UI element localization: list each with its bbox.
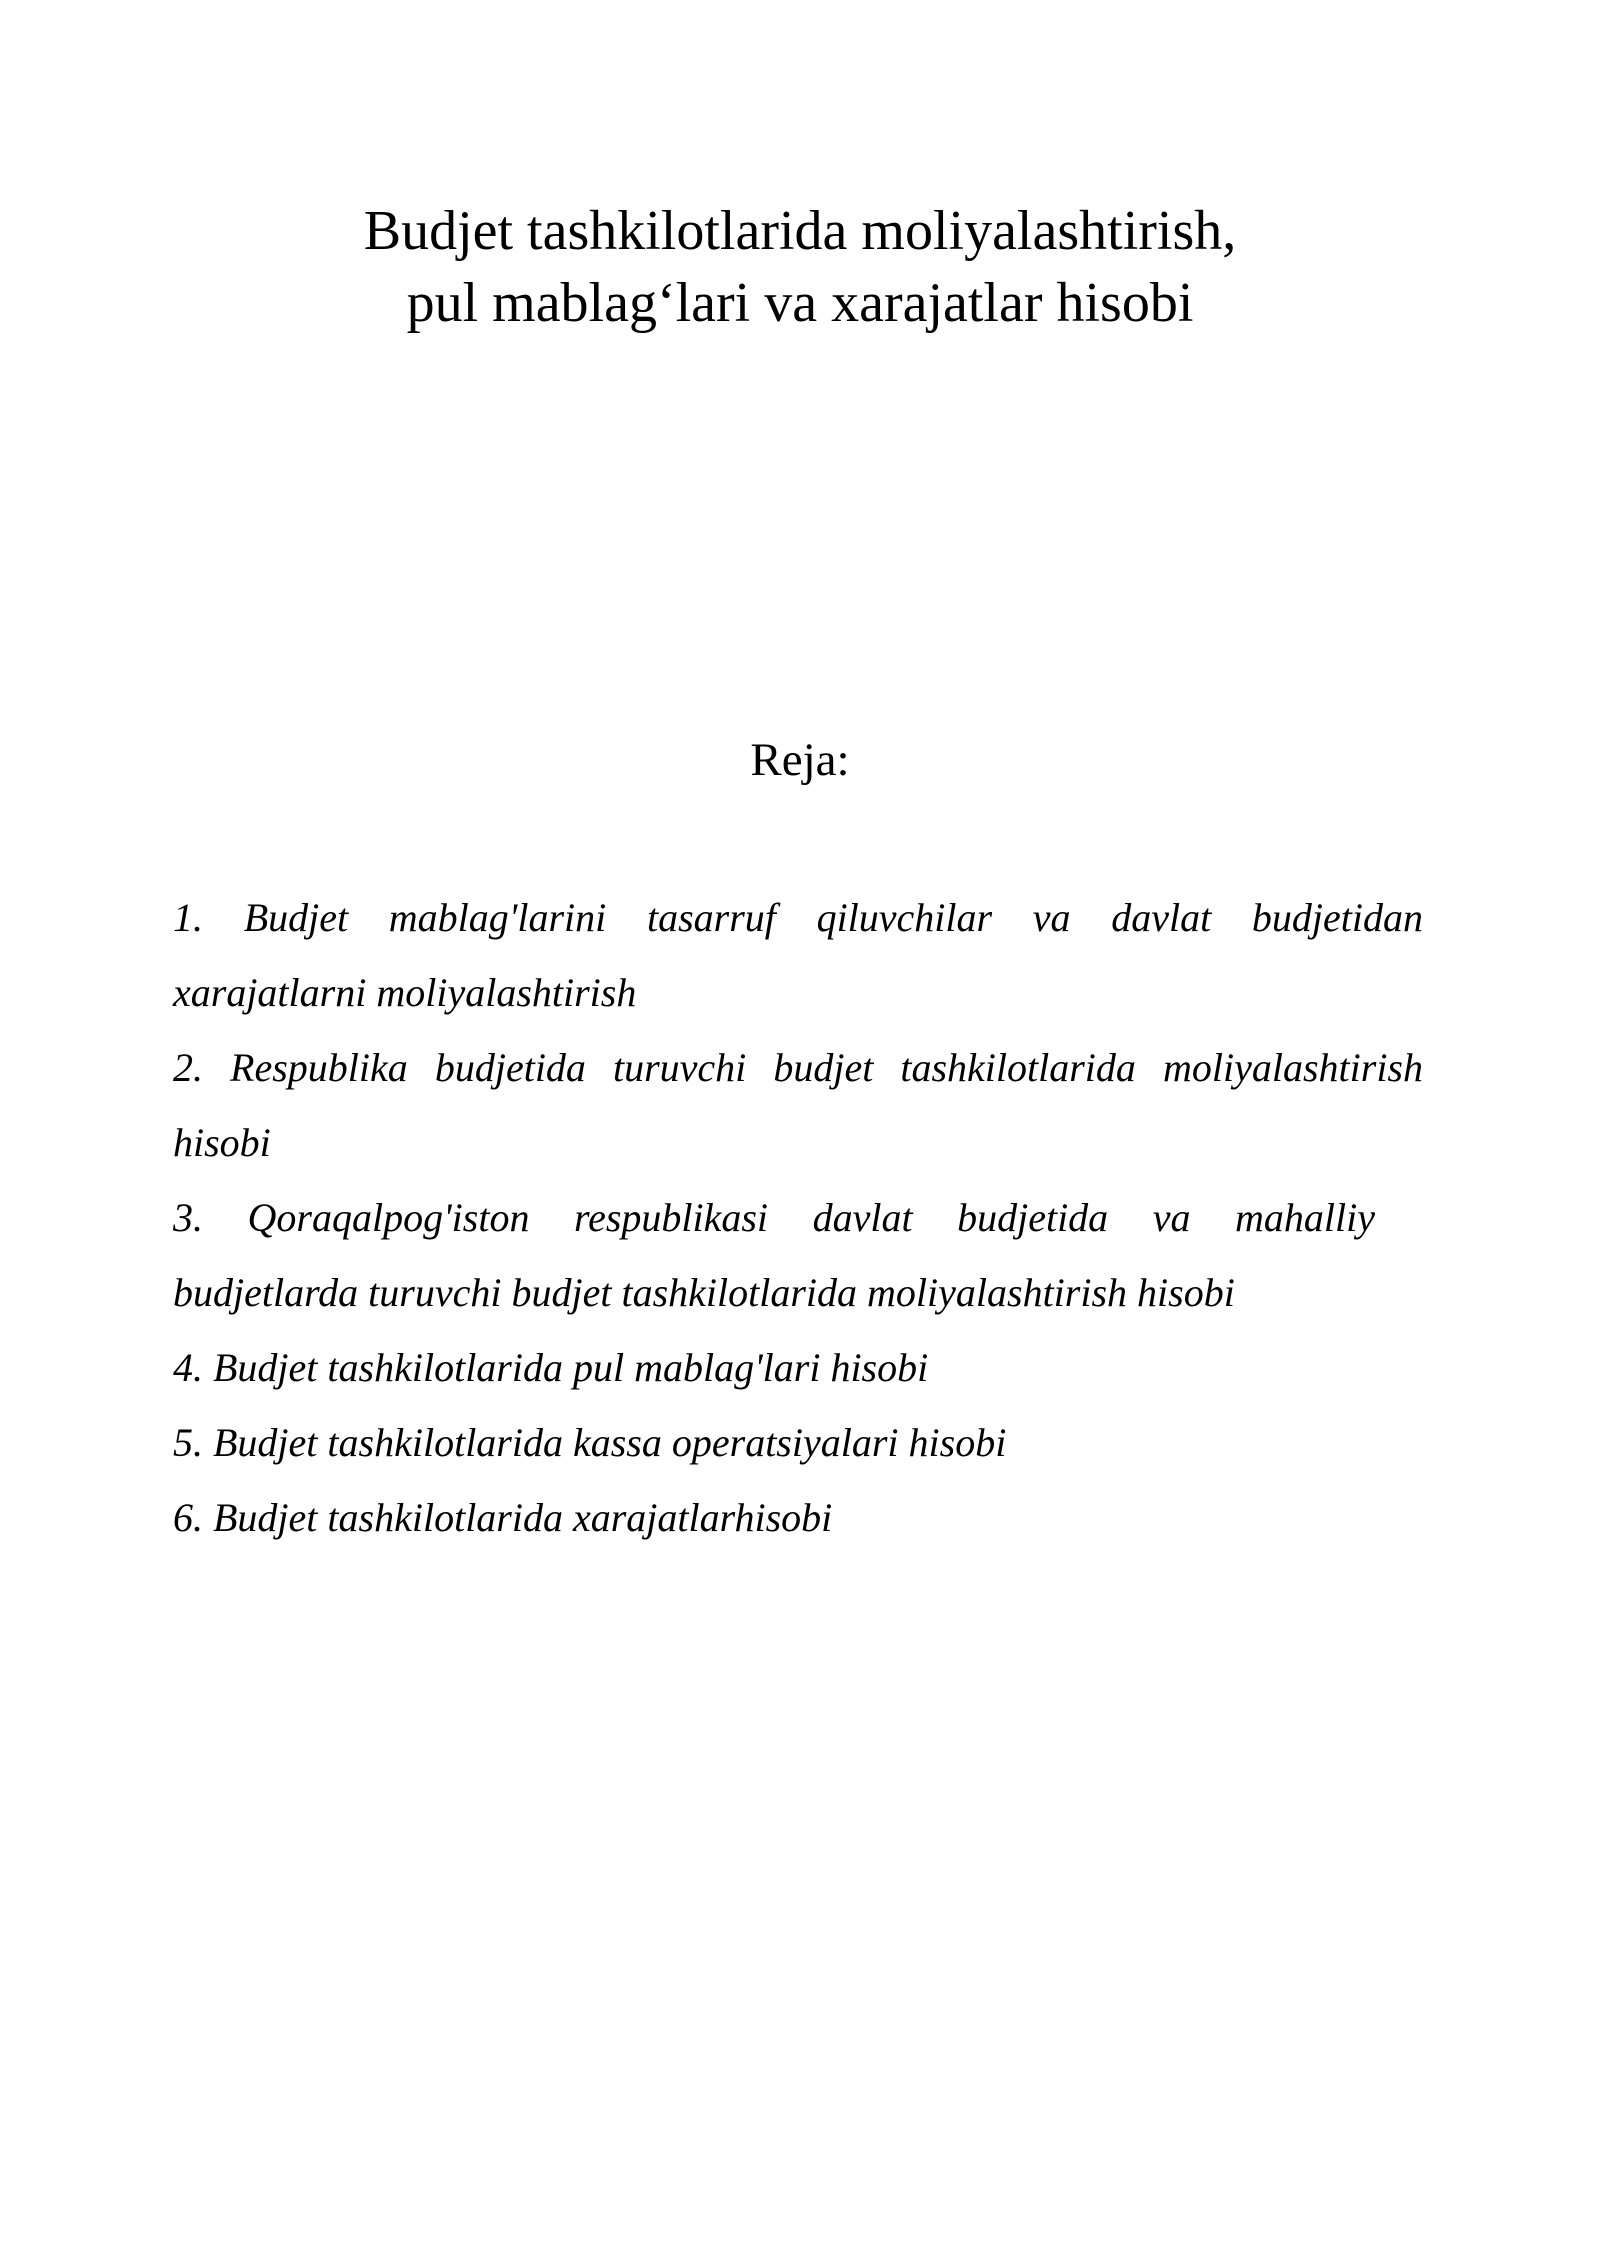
plan-item-6-line-1: 6. Budjet tashkilotlarida xarajatlarhisobi (173, 1495, 833, 1540)
document-title (0, 195, 1600, 339)
plan-item-1-line-2: xarajatlarni moliyalashtirish (173, 970, 637, 1015)
plan-list (173, 880, 1423, 1555)
plan-item-2-line-1: 2. Respublika budjetida turuvchi budjet tashkilotlarida moliyalashtirish (173, 1045, 1423, 1090)
plan-item-2-line-2: hisobi (173, 1120, 271, 1165)
plan-item-6 (173, 1480, 1423, 1555)
plan-item-4 (173, 1330, 1423, 1405)
title-line-2: pul mablag‘lari va xarajatlar hisobi (406, 272, 1194, 334)
plan-item-2 (173, 1030, 1423, 1180)
plan-item-3-line-1: 3. Qoraqalpog'iston respublikasi davlat budjetida va mahalliy (173, 1195, 1375, 1240)
plan-item-5 (173, 1405, 1423, 1480)
plan-heading: Reja: (750, 734, 850, 786)
plan-item-1 (173, 880, 1423, 1030)
plan-item-3-line-2: budjetlarda turuvchi budjet tashkilotlarida moliyalashtirish hisobi (173, 1270, 1235, 1315)
title-line-1: Budjet tashkilotlarida moliyalashtirish, (363, 200, 1237, 262)
plan-item-3 (173, 1180, 1423, 1330)
plan-item-1-line-1: 1. Budjet mablag'larini tasarruf qiluvchilar va davlat budjetidan (173, 895, 1423, 940)
plan-item-4-line-1: 4. Budjet tashkilotlarida pul mablag'lari hisobi (173, 1345, 929, 1390)
plan-item-5-line-1: 5. Budjet tashkilotlarida kassa operatsiyalari hisobi (173, 1420, 1007, 1465)
